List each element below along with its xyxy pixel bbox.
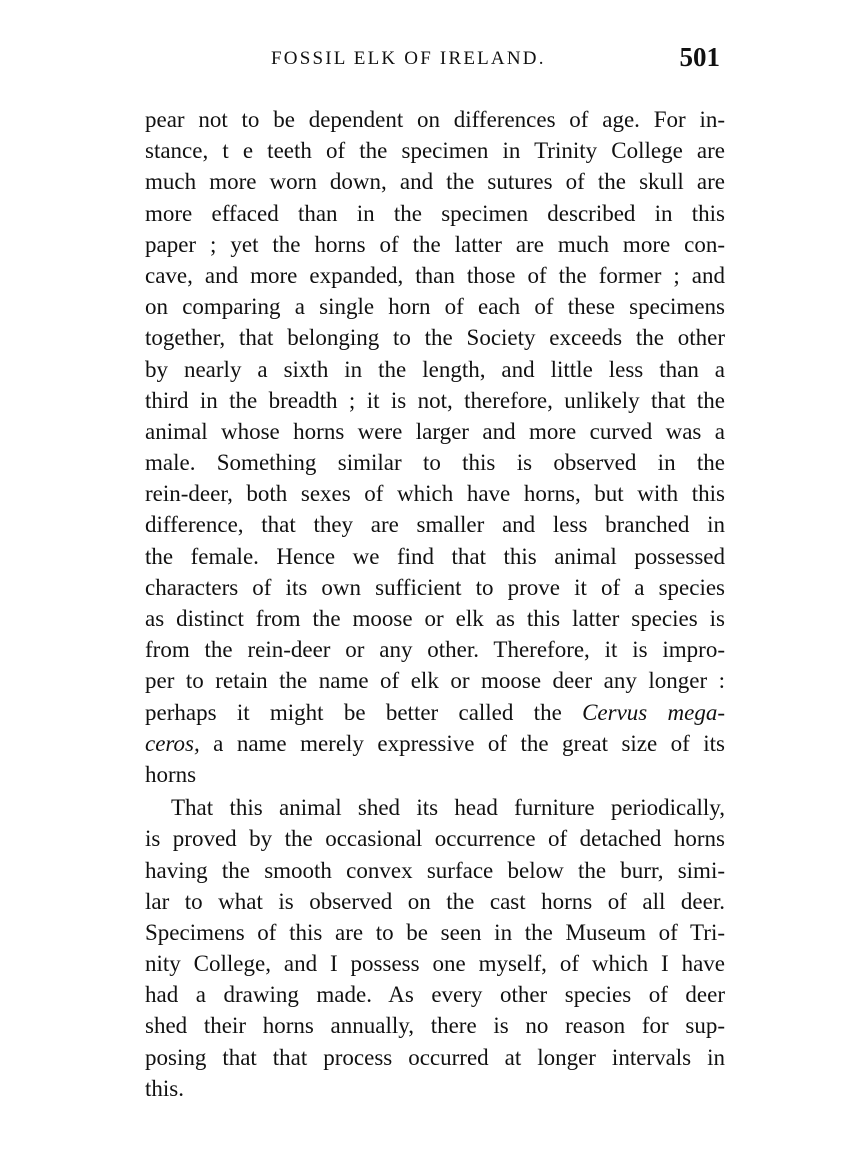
text-line: as distinct from the moose or elk as this latter species is [145, 606, 725, 631]
text-line: cave, and more expanded, than those of the former ; and [145, 262, 725, 288]
running-title: FOSSIL ELK OF IRELAND. [271, 48, 546, 69]
text-line: third in the breadth ; it is not, therefore, unlikely that the [145, 387, 725, 413]
text-segment: perhaps it might be better called the [145, 699, 562, 725]
text-line: characters of its own sufficient to prove it of a species [145, 574, 725, 600]
text-line: by nearly a sixth in the length, and little less than a [145, 356, 725, 382]
text-line: more effaced than in the specimen described in this [145, 200, 725, 226]
text-line: animal whose horns were larger and more curved was a [145, 418, 725, 444]
text-line: pear not to be dependent on differences of age. For in- [145, 107, 725, 132]
text-line: had a drawing made. As every other species of deer [145, 982, 725, 1008]
text-line: lar to what is observed on the cast horns of all deer. [145, 888, 725, 914]
text-line: horns [145, 761, 197, 787]
paragraph-2 [145, 792, 725, 1104]
text-line: having the smooth convex surface below the burr, simi- [145, 857, 725, 883]
text-line: rein-deer, both sexes of which have horns, but with this [145, 481, 725, 507]
body-text [145, 104, 725, 1104]
text-line-with-italic [145, 728, 725, 759]
text-line-with-italic [145, 697, 725, 728]
text-line: stance, t e teeth of the specimen in Trinity College are [145, 138, 725, 164]
text-line: shed their horns annually, there is no reason for sup- [145, 1013, 725, 1039]
page-number: 501 [679, 42, 720, 72]
italic-species-name: Cervus mega- [582, 699, 726, 725]
paragraph-1 [145, 104, 725, 790]
text-line: Specimens of this are to be seen in the Museum of Tri- [145, 919, 725, 945]
text-line: paper ; yet the horns of the latter are much more con- [145, 231, 725, 257]
text-line: is proved by the occasional occurrence of detached horns [145, 826, 725, 852]
text-line: per to retain the name of elk or moose deer any longer : [145, 668, 725, 694]
text-line: posing that that process occurred at longer intervals in [145, 1044, 725, 1070]
text-line: the female. Hence we find that this animal possessed [145, 543, 725, 569]
text-line: difference, that they are smaller and less branched in [145, 512, 725, 538]
text-line: this. [145, 1075, 184, 1101]
text-segment: a name merely expressive of the great size of its [199, 730, 725, 756]
text-line: That this animal shed its head furniture periodically, [171, 795, 725, 821]
running-head [145, 40, 725, 80]
text-line: together, that belonging to the Society exceeds the other [145, 325, 725, 351]
text-line: from the rein-deer or any other. Therefore, it is impro- [145, 637, 725, 663]
text-line: much more worn down, and the sutures of the skull are [145, 169, 725, 195]
text-line: nity College, and I possess one myself, of which I have [145, 951, 725, 977]
italic-species-name-end: ceros, [145, 730, 200, 756]
text-line: on comparing a single horn of each of these specimens [145, 294, 725, 320]
text-line: male. Something similar to this is observed in the [145, 450, 725, 476]
